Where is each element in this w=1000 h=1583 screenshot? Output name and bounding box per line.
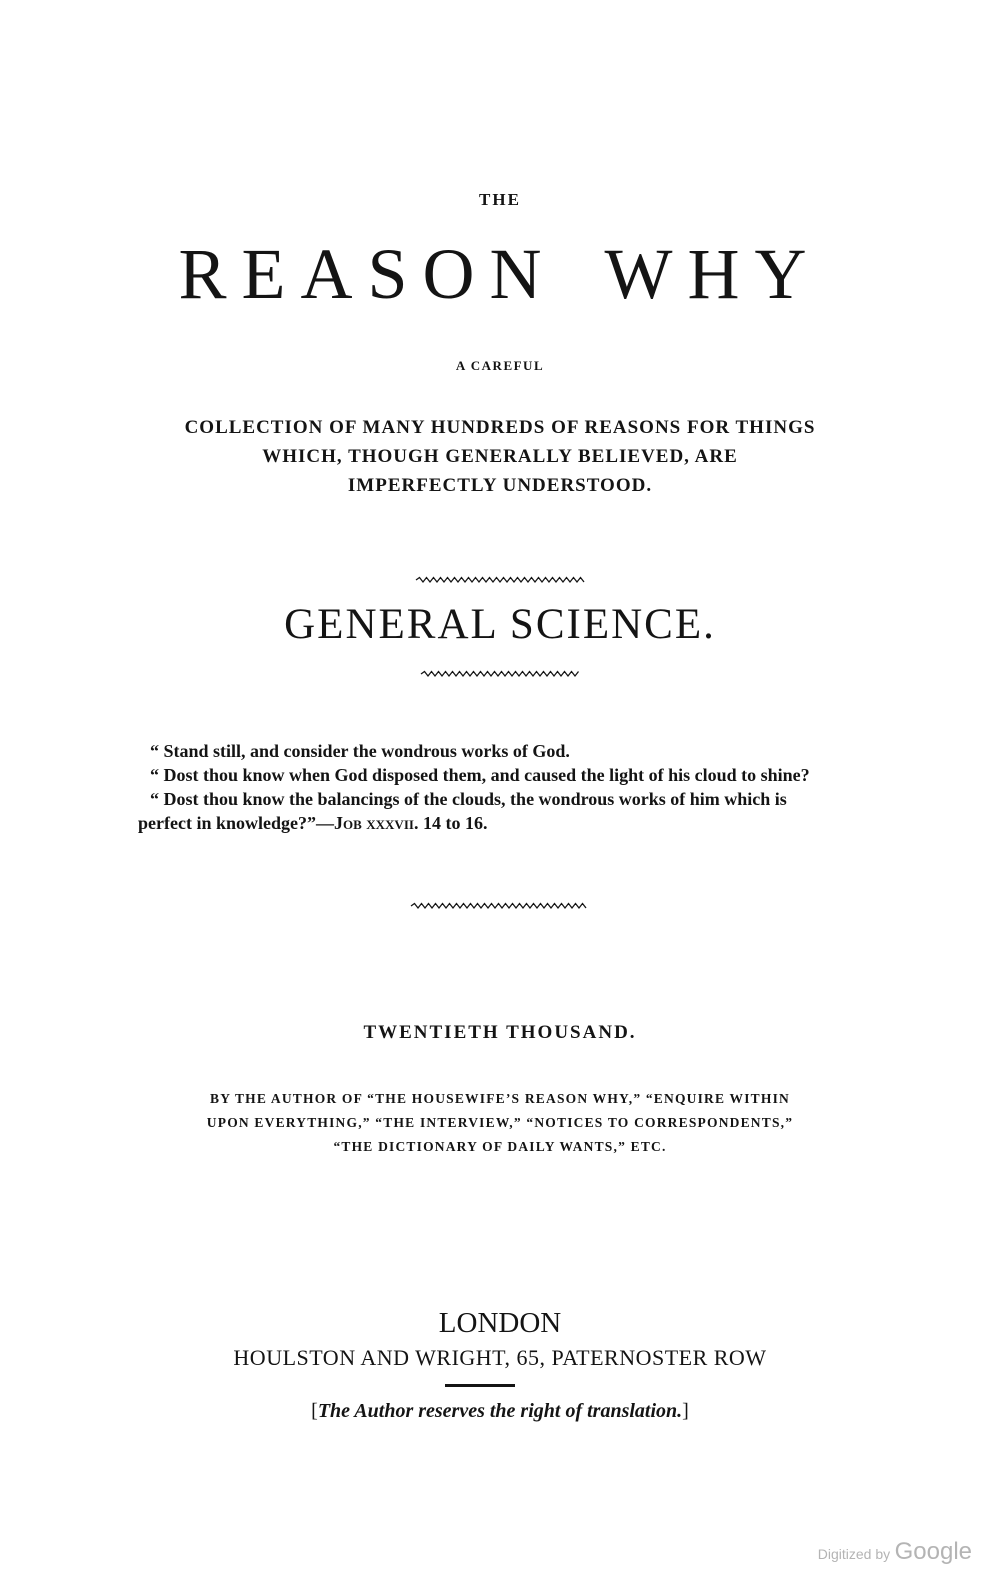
subtitle-line: WHICH, THOUGH GENERALLY BELIEVED, ARE bbox=[262, 446, 738, 467]
edition-statement: TWENTIETH THOUSAND. bbox=[363, 1022, 637, 1043]
watermark-brand: Google bbox=[894, 1538, 972, 1565]
subtitle-description bbox=[0, 413, 1000, 500]
epigraph-citation-verses: 14 to 16. bbox=[418, 813, 488, 833]
imprint-rule bbox=[445, 1384, 515, 1387]
subtitle-careful: A CAREFUL bbox=[455, 358, 545, 373]
epigraph-verse-text: “ Dost thou know the balancings of the clouds, the wondrous works of him which is perfect in knowledge?”— bbox=[138, 789, 787, 833]
epigraph-verse: “ Stand still, and consider the wondrous works of God. bbox=[150, 741, 570, 761]
rights-text: The Author reserves the right of translation. bbox=[317, 1400, 683, 1422]
subject-heading: GENERAL SCIENCE. bbox=[284, 601, 716, 648]
wavy-rule-icon bbox=[0, 666, 1000, 684]
subtitle-line: COLLECTION OF MANY HUNDREDS OF REASONS FOR THINGS bbox=[184, 417, 816, 438]
imprint-city: LONDON bbox=[438, 1307, 562, 1339]
title-the: THE bbox=[479, 190, 521, 209]
imprint-publisher: HOULSTON AND WRIGHT, 65, PATERNOSTER ROW bbox=[233, 1345, 767, 1370]
rights-notice bbox=[0, 1400, 1000, 1423]
title-word-reason: REASON bbox=[178, 234, 557, 314]
digitization-watermark bbox=[818, 1538, 972, 1566]
byline-line: “THE DICTIONARY OF DAILY WANTS,” ETC. bbox=[333, 1139, 667, 1154]
wavy-rule-icon bbox=[0, 898, 1000, 916]
title-word-why: WHY bbox=[604, 234, 822, 314]
watermark-prefix: Digitized by bbox=[817, 1546, 891, 1562]
author-byline bbox=[0, 1087, 1000, 1159]
epigraph-verse: “ Dost thou know when God disposed them, and caused the light of his cloud to shine? bbox=[150, 765, 810, 785]
subtitle-line: IMPERFECTLY UNDERSTOOD. bbox=[347, 475, 653, 496]
book-title bbox=[0, 234, 1000, 314]
epigraph-citation: Job xxxvii. bbox=[333, 813, 419, 833]
wavy-rule-icon bbox=[0, 572, 1000, 590]
rights-bracket-open: [ bbox=[311, 1400, 318, 1422]
rights-bracket-close: ] bbox=[682, 1400, 689, 1422]
byline-line: UPON EVERYTHING,” “THE INTERVIEW,” “NOTICES TO CORRESPONDENTS,” bbox=[206, 1115, 794, 1130]
byline-line: BY THE AUTHOR OF “THE HOUSEWIFE’S REASON WHY,” “ENQUIRE WITHIN bbox=[209, 1091, 790, 1106]
epigraph-verse bbox=[138, 787, 823, 835]
epigraph bbox=[138, 739, 823, 835]
